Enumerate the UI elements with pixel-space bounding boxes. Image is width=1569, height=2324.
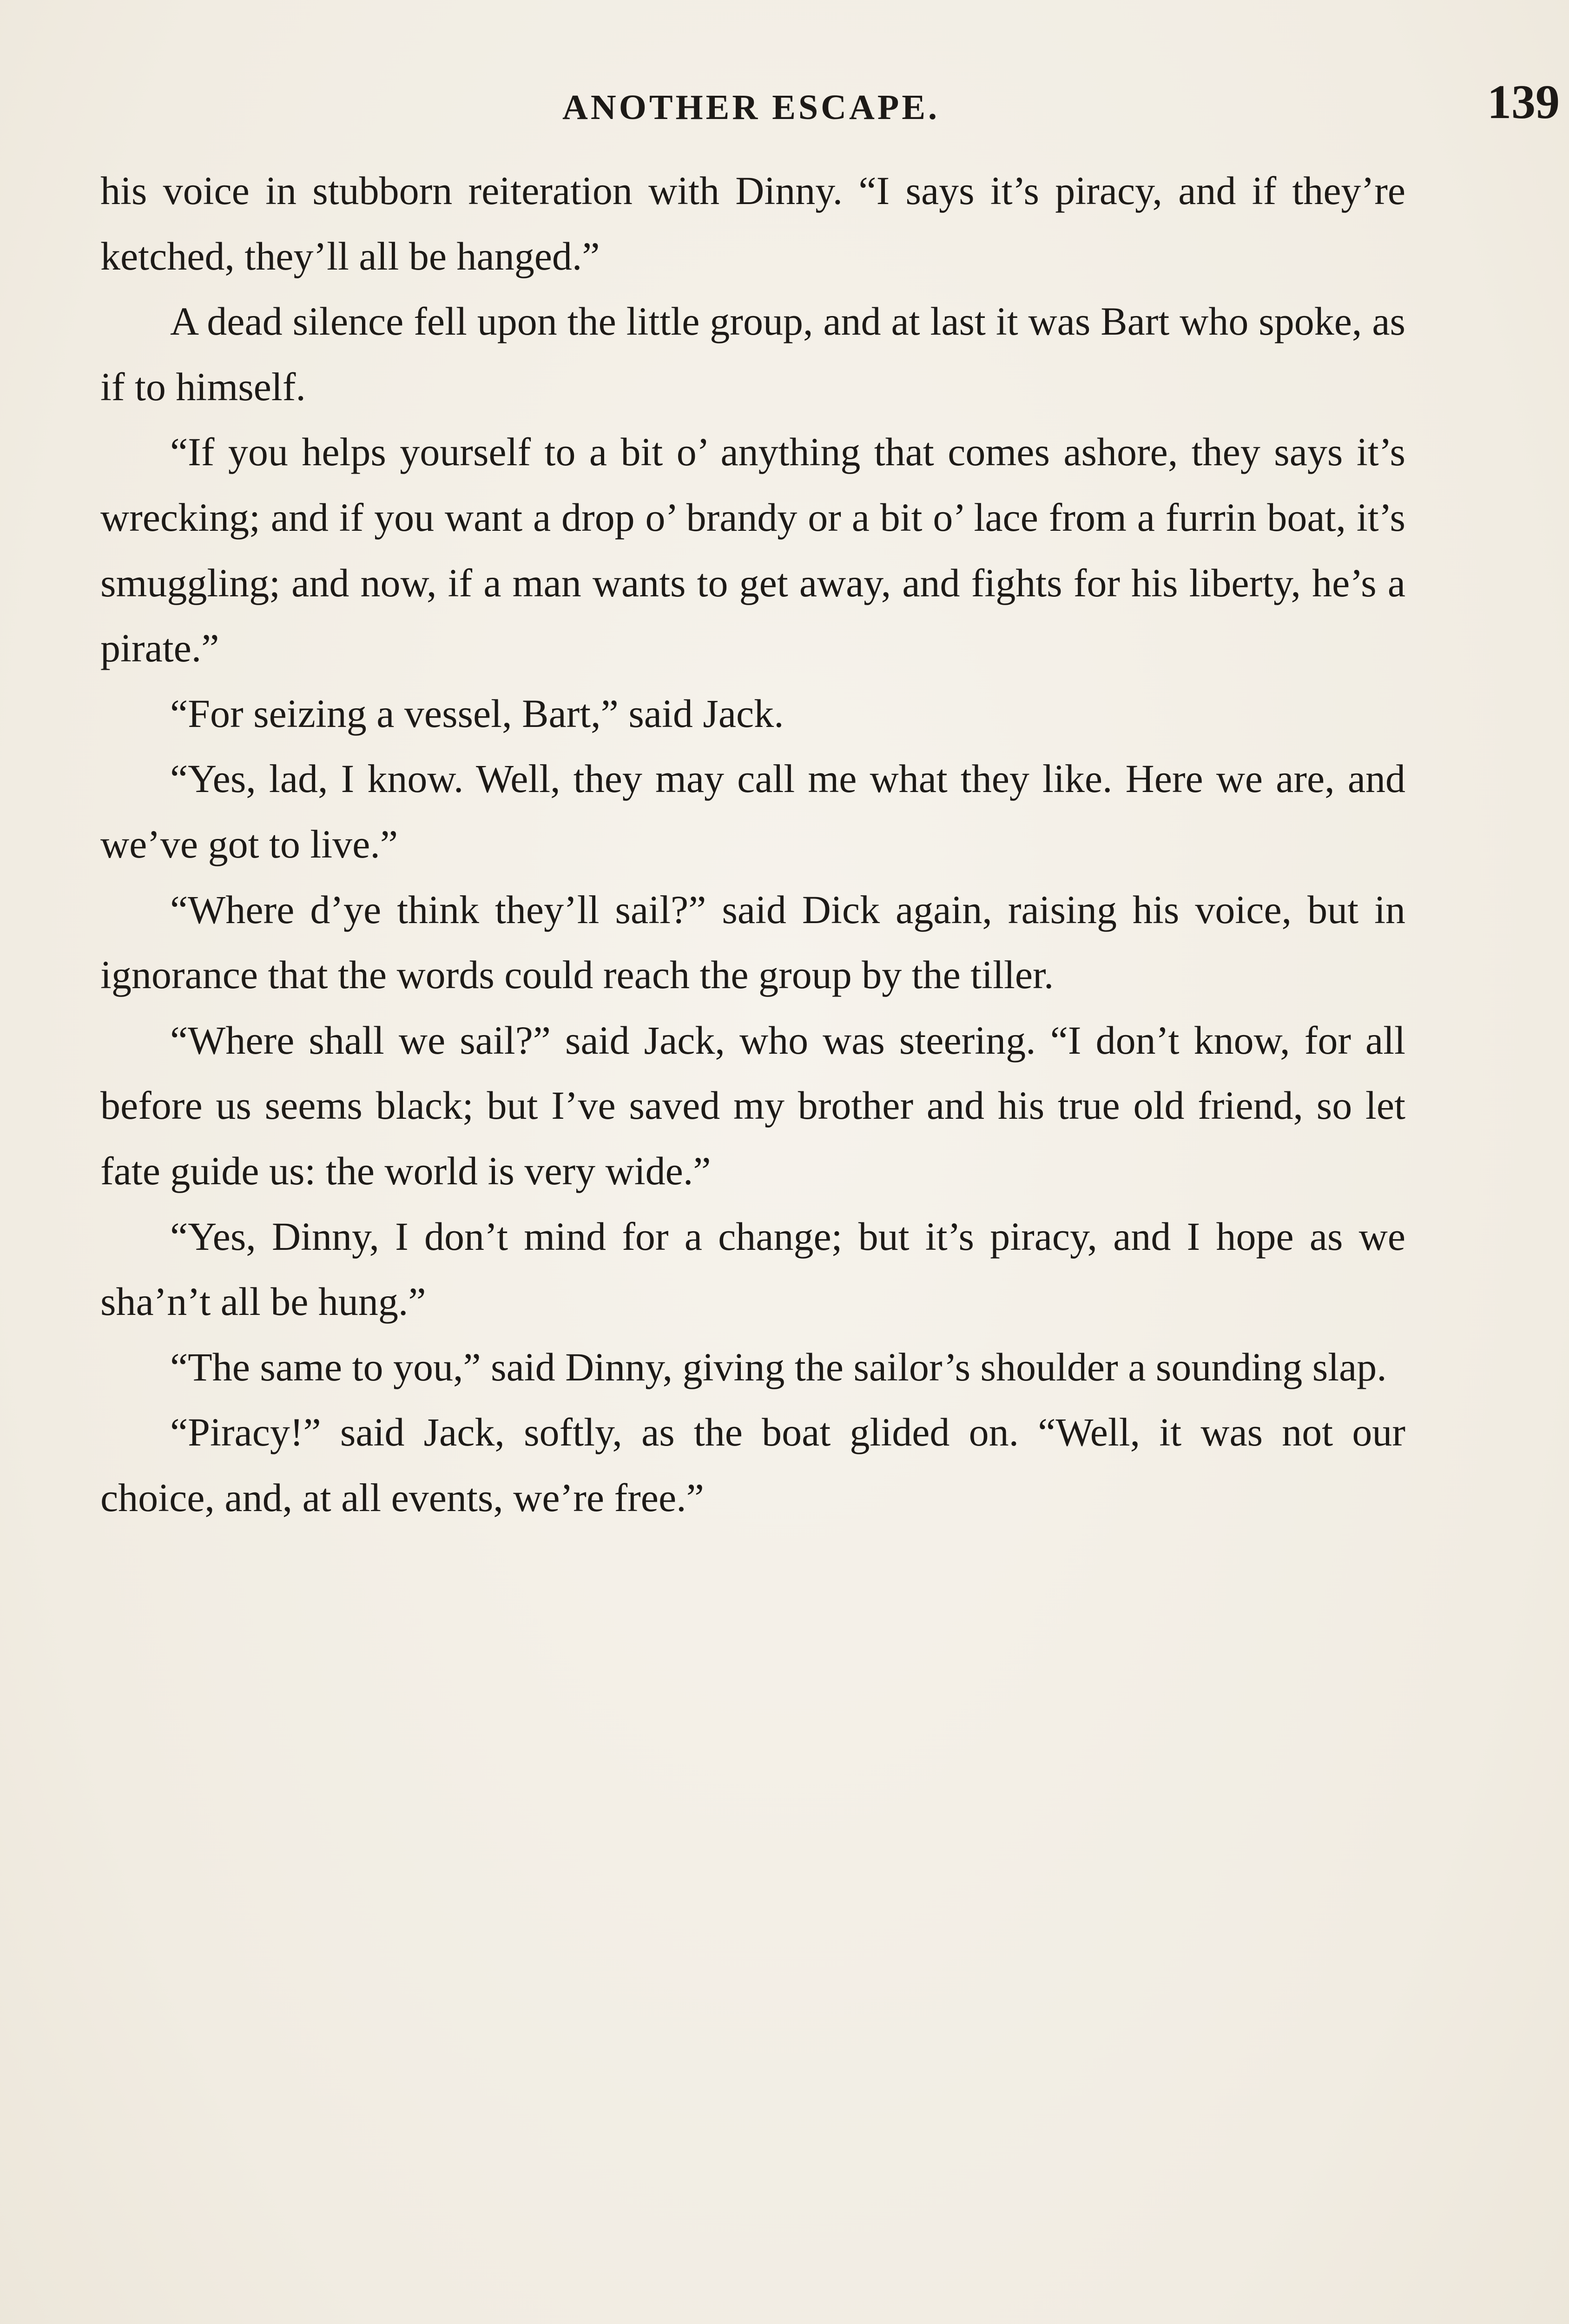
page-number: 139 — [1487, 75, 1560, 129]
paragraph-1: his voice in stubborn reiteration with Dinny. “I says it’s piracy, and if they’re ketched, they’ll all be hanged.” — [100, 168, 1405, 278]
paragraph-2: A dead silence fell upon the little group, and at last it was Bart who spoke, as if to himself. — [100, 299, 1405, 409]
body-text — [100, 158, 1405, 1530]
paragraph-8: “Yes, Dinny, I don’t mind for a change; but it’s piracy, and I hope as we sha’n’t all be hung.” — [100, 1214, 1405, 1324]
paragraph-6: “Where d’ye think they’ll sail?” said Dick again, raising his voice, but in ignorance that the words could reach the group by the tiller. — [100, 887, 1405, 997]
paragraph-7: “Where shall we sail?” said Jack, who was steering. “I don’t know, for all before us seems black; but I’ve saved my brother and his true old friend, so let fate guide us: the world is very wide.” — [100, 1017, 1405, 1193]
paragraph-10: “Piracy!” said Jack, softly, as the boat glided on. “Well, it was not our choice, and, at all events, we’re free.” — [100, 1410, 1405, 1520]
paragraph-5: “Yes, lad, I know. Well, they may call me what they like. Here we are, and we’ve got to live.” — [100, 756, 1405, 866]
running-head: ANOTHER ESCAPE. — [562, 88, 940, 127]
paragraph-9: “The same to you,” said Dinny, giving the sailor’s shoulder a sounding slap. — [170, 1344, 1387, 1389]
paragraph-3: “If you helps yourself to a bit o’ anything that comes ashore, they says it’s wrecking; and if you want a drop o’ brandy or a bit o’ lace from a furrin boat, it’s smuggling; and now, if a man wants to get away, and fights for his liberty, he’s a pirate.” — [100, 429, 1405, 671]
paragraph-4: “For seizing a vessel, Bart,” said Jack. — [170, 691, 784, 736]
page-header — [100, 74, 1560, 139]
